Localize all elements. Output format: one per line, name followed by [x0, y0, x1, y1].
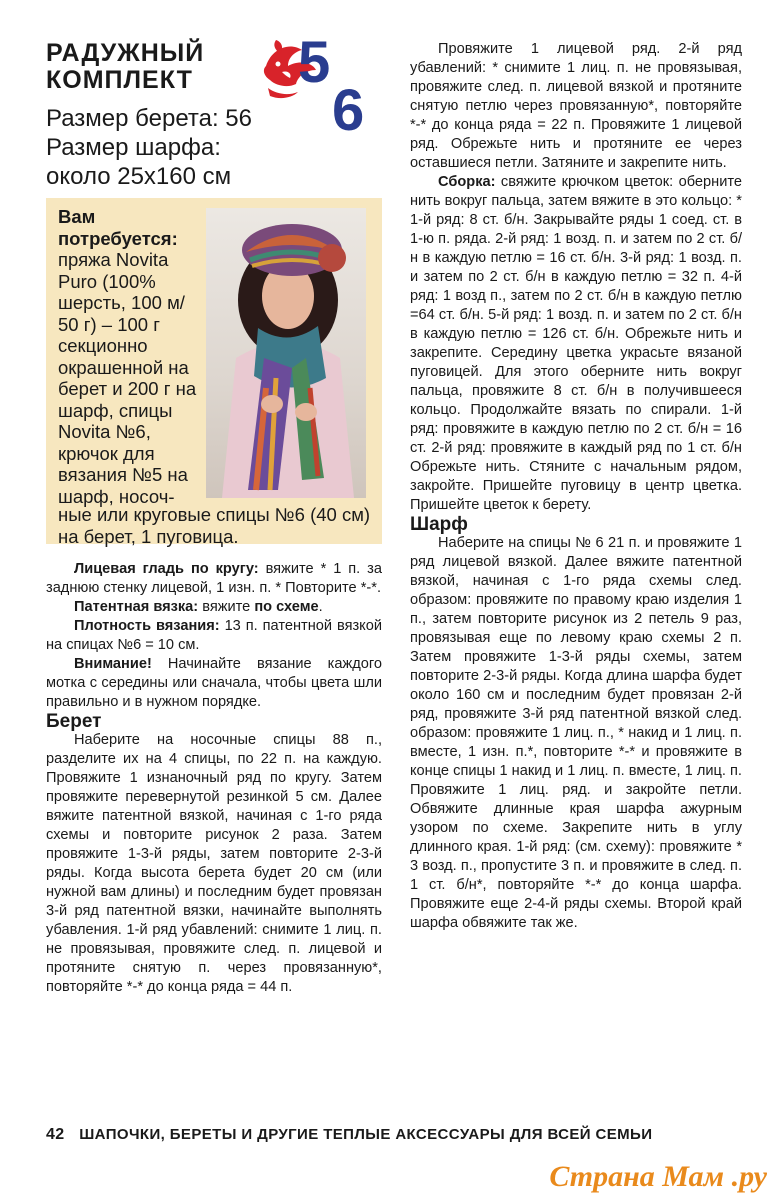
- scarf-heading: Шарф: [410, 514, 468, 535]
- attention-label: Внимание!: [74, 656, 152, 672]
- stitch-desc: вяжите * 1 п. за заднюю стенку лицевой, 1 изн. п. * Повторите *-*.: [46, 561, 382, 596]
- page-number: 42: [46, 1126, 65, 1143]
- beret-instructions: Наберите на носочные спицы 88 п., разделите их на 4 спицы, по 22 п. на каждую. Провяжите 1 изнаночный ряд по кругу. Затем провяжите перевернутой резинкой 5 см. Далее вяжите патентной вязкой, начиная с 1-го ряда схемы и повторите рисунок 2 раза. Затем провяжите 1-3-й ряды, затем повторите 2-3-й ряды. Когда высота берета будет 20 см (или нужной вам длины) и последним будет провязан 3-й ряд патентной вязки, начинайте выполнять убавления. 1-й ряд убавлений: снимите 1 лиц. п. не провязывая, провяжите след. п. лицевой и протяните снятую п. через провязанную*, повторяйте *-* до конца ряда = 44 п.: [46, 732, 382, 995]
- materials-heading-2: потребуется:: [58, 227, 178, 249]
- project-number-5: 5: [298, 30, 331, 95]
- stitch-end: .: [318, 599, 323, 615]
- materials-box: [46, 198, 382, 547]
- gauge: [46, 617, 382, 655]
- stitch-patent: [46, 598, 382, 617]
- stitch-label: Патентная вязка:: [74, 599, 199, 615]
- title-line-1: РАДУЖНЫЙ: [46, 39, 205, 67]
- attention-note: [46, 655, 382, 712]
- page-footer: [46, 1126, 746, 1144]
- section-title: ШАПОЧКИ, БЕРЕТЫ И ДРУГИЕ ТЕПЛЫЕ АКСЕССУАРЫ ДЛЯ ВСЕЙ СЕМЬИ: [79, 1126, 653, 1143]
- attention-desc: Начинайте вязание каждого мотка с середины или сначала, чтобы цвета шли правильно и в нужном порядке.: [46, 656, 382, 710]
- materials-text: [58, 206, 208, 507]
- right-column-text: [410, 40, 742, 933]
- title-line-2: КОМПЛЕКТ: [46, 66, 193, 94]
- project-number-6: 6: [332, 78, 365, 143]
- stitch-emphasis: по схеме: [254, 599, 319, 615]
- scarf-size-value: около 25х160 см: [46, 163, 232, 190]
- assembly-instructions: [410, 173, 742, 515]
- stitch-stockinette-round: [46, 560, 382, 598]
- assembly-desc: свяжите крючком цветок: оберните нить вокруг пальца, затем вяжите в это кольцо: * 1-й ряд: 8 ст. б/н. Закрывайте ряды 1 соед. ст. в 1-ю п. ряда. 2-й ряд: 1 возд. п. и затем по 2 ст. б/н в каждую петлю = 16 ст. б/н. 3-й ряд: 1 возд. п. и затем по 2 ст. б/н в каждую петлю = 32 п. 4-й ряд: 1 возд п., затем по 2 ст. б/н в каждую петлю =64 ст. б/н. 5-й ряд: 1 возд. п. и затем по 2 ст. б/н в каждую петлю = 126 ст. б/н. Обрежьте нить и закрепите. Середину цветка украсьте вязаной пуговицей. Для этого оберните нить вокруг пальца, провяжите 8 ст. б/н в получившееся кольцо. Продолжайте вязать по спирали. 1-й ряд: провяжите в каждую петлю по 2 ст. б/н = 16 ст. 2-й ряд: провяжите в каждый ряд по 1 ст. б/н Обрежьте нить. Стяните с начальным рядом, закройте. Пришейте пуговицу в центр цветка. Пришейте цветок к берету.: [410, 174, 742, 513]
- model-photo: [206, 208, 366, 498]
- scarf-instructions: Наберите на спицы № 6 21 п. и провяжите 1 ряд лицевой вязкой. Далее вяжите патентной вязкой, начиная с 1-го ряда схемы след. образом: провяжите по правому краю изделия 1 п., затем повторите рисунок из 2 петель 9 раз, провязывая еще по левому краю схемы 2 п. Затем провяжите 1-3-й ряды схемы, затем повторите 2-3-й ряды. Когда длина шарфа будет около 160 см и последним будет провязан 2-й ряд, провяжите 3-й ряд патентной вязкой след. образом: провяжите 1 лиц. п., * накид и 1 лиц. п. вместе, 1 изн. п.*, повторите *-* и провяжите в конце спицы 1 накид и 1 лиц. п. вместе, 1 лиц. п. Провяжите 1 лиц. ряд. и закройте петли. Обвяжите длинные края шарфа ажурным узором по схеме. Закрепите нить в углу длинного края. 1-й ряд: (см. схему): провяжите * 3 возд. п., пропустите 3 п. и провяжите в след. п. 1 ст. б/н*, повторяйте *-* до конца шарфа. Провяжите еще 2-4-й ряды схемы. Второй край шарфа обвяжите так же.: [410, 535, 742, 931]
- stitch-label: Лицевая гладь по кругу:: [74, 561, 259, 577]
- beret-heading: Берет: [46, 711, 102, 732]
- assembly-label: Сборка:: [438, 174, 496, 190]
- materials-heading-1: Вам: [58, 206, 96, 227]
- scarf-size-label: Размер шарфа:: [46, 134, 221, 161]
- materials-list: пряжа Novita Puro (100% шерсть, 100 м/ 50 г) – 100 г секционно окрашенной на берет и 200 г на шарф, спицы Novita №6, крючок для вязания №5 на шарф, носоч-: [58, 249, 197, 507]
- gauge-desc: 13 п. патентной вязкой на спицах №6 = 10 см.: [46, 618, 382, 653]
- model-photo-illustration: [206, 208, 366, 498]
- beret-size: Размер берета: 56: [46, 105, 252, 132]
- beret-continued: Провяжите 1 лицевой ряд. 2-й ряд убавлений: * снимите 1 лиц. п. не провязывая, провяжите след. п. лицевой вязкой и протяните снятую петлю через провязанную*, повторяйте *-* до конца ряда = 22 п. Провяжите 1 лицевой ряд. Обрежьте нить и протяните ее через оставшиеся петли. Затяните и закрепите нить.: [410, 41, 742, 171]
- materials-tail: ные или круговые спицы №6 (40 см) на берет, 1 пуговица.: [58, 504, 371, 547]
- gauge-label: Плотность вязания:: [74, 618, 220, 634]
- site-watermark: Страна Мам .ру: [549, 1160, 767, 1193]
- left-column-text: [46, 560, 382, 997]
- stitch-desc: вяжите: [198, 599, 255, 615]
